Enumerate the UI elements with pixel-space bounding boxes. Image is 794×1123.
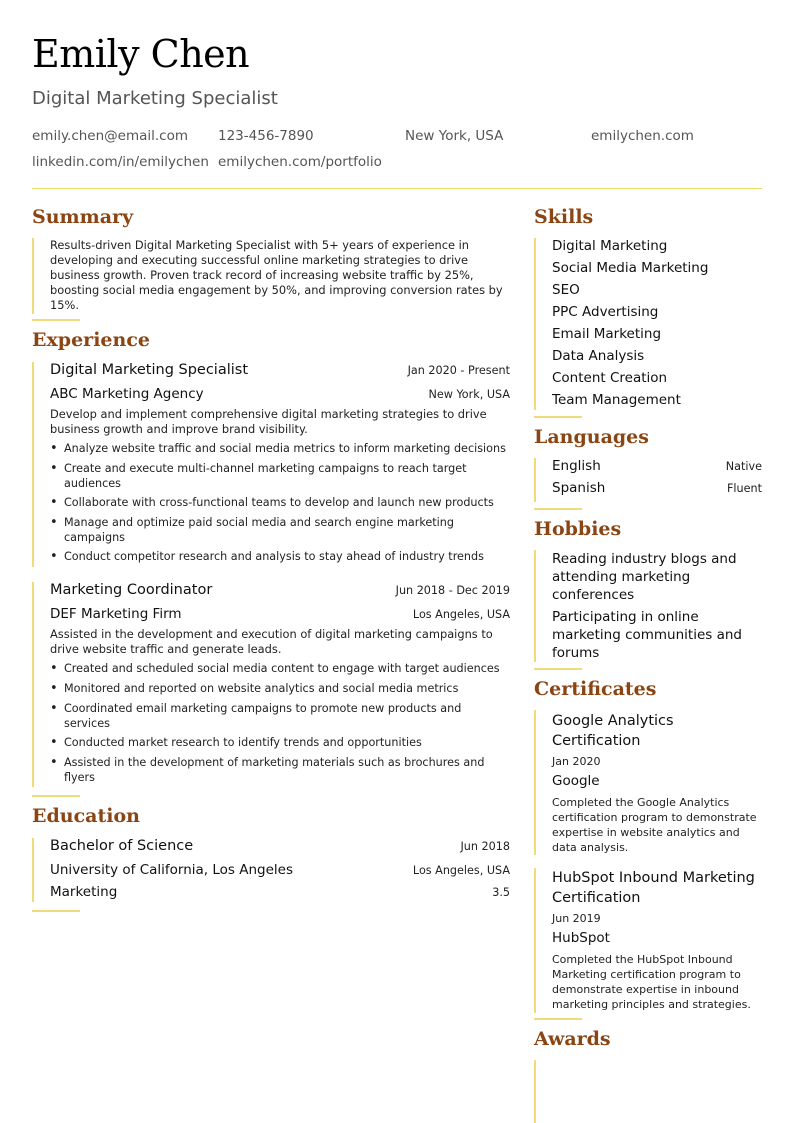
skill-item: Team Management bbox=[552, 392, 681, 408]
skill-item: SEO bbox=[552, 282, 580, 298]
awards-rule bbox=[534, 1060, 536, 1123]
job-company: DEF Marketing Firm bbox=[50, 606, 182, 622]
certificates-rule-1 bbox=[534, 710, 536, 855]
certificate-date: Jun 2019 bbox=[552, 912, 601, 925]
experience-heading: Experience bbox=[32, 329, 150, 351]
certificate-description: Completed the HubSpot Inbound Marketing certification program to demonstrate expertise in inbound marketing principles and strategies. bbox=[552, 953, 751, 1011]
education-underline bbox=[32, 910, 80, 912]
job-bullet: • Conduct competitor research and analysis to stay ahead of industry trends bbox=[50, 549, 510, 564]
job-bullet: • Create and execute multi-channel marketing campaigns to reach target audiences bbox=[50, 461, 510, 491]
contact-email[interactable]: emily.chen@email.com bbox=[32, 128, 189, 144]
job-dates: Jun 2018 - Dec 2019 bbox=[395, 584, 510, 597]
field-of-study: Marketing bbox=[50, 884, 118, 900]
skills-underline bbox=[534, 416, 582, 418]
skill-item: Email Marketing bbox=[552, 326, 662, 342]
contact-location: New York, USA bbox=[405, 128, 504, 144]
contact-portfolio[interactable]: emilychen.com/portfolio bbox=[218, 154, 382, 170]
job-bullet: • Assisted in the development of marketing materials such as brochures and flyers bbox=[50, 755, 510, 785]
languages-heading: Languages bbox=[534, 426, 649, 448]
education-heading: Education bbox=[32, 805, 140, 827]
school: University of California, Los Angeles bbox=[50, 862, 294, 878]
language-level: Fluent bbox=[727, 482, 762, 495]
languages-underline bbox=[534, 508, 582, 510]
hobby-item: Participating in online marketing communities and forums bbox=[552, 609, 742, 661]
language-level: Native bbox=[725, 460, 762, 473]
certificate-name: Google Analytics Certification bbox=[552, 713, 674, 749]
summary-heading: Summary bbox=[32, 206, 134, 228]
skill-item: PPC Advertising bbox=[552, 304, 659, 320]
header-divider bbox=[32, 188, 762, 189]
certificate-date: Jan 2020 bbox=[552, 755, 601, 768]
skill-item: Social Media Marketing bbox=[552, 260, 709, 276]
job-description: Assisted in the development and execution of digital marketing campaigns to drive website traffic and generate leads. bbox=[50, 627, 493, 656]
contact-phone[interactable]: 123-456-7890 bbox=[218, 128, 314, 144]
job-title: Marketing Coordinator bbox=[50, 582, 213, 598]
job-bullet: • Manage and optimize paid social media and search engine marketing campaigns bbox=[50, 515, 510, 545]
job-bullet: • Coordinated email marketing campaigns to promote new products and services bbox=[50, 701, 510, 731]
language-name: English bbox=[552, 458, 601, 474]
job-bullet: • Monitored and reported on website analytics and social media metrics bbox=[50, 681, 510, 696]
language-name: Spanish bbox=[552, 480, 606, 496]
certificates-rule-2 bbox=[534, 868, 536, 1013]
contact-website[interactable]: emilychen.com bbox=[591, 128, 694, 144]
candidate-title: Digital Marketing Specialist bbox=[32, 88, 278, 109]
experience-underline bbox=[32, 795, 80, 797]
certificates-underline bbox=[534, 1018, 582, 1020]
job-location: Los Angeles, USA bbox=[412, 608, 510, 621]
skill-item: Data Analysis bbox=[552, 348, 645, 364]
job-title: Digital Marketing Specialist bbox=[50, 362, 249, 378]
skill-item: Content Creation bbox=[552, 370, 668, 386]
hobbies-underline bbox=[534, 668, 582, 670]
summary-text: Results-driven Digital Marketing Specialist with 5+ years of experience in developing and executing successful online marketing strategies to drive business growth. Proven track record of increasing website traffic by 25%, boosting social media engagement by 50%, and improving conversion rates by 15%. bbox=[50, 238, 503, 312]
awards-heading: Awards bbox=[534, 1028, 611, 1050]
certificate-issuer: Google bbox=[552, 773, 600, 789]
skills-heading: Skills bbox=[534, 206, 594, 228]
job-bullet: • Created and scheduled social media content to engage with target audiences bbox=[50, 661, 510, 676]
degree: Bachelor of Science bbox=[50, 838, 194, 854]
experience-rule-1 bbox=[32, 362, 34, 567]
summary-rule bbox=[32, 238, 34, 314]
education-date: Jun 2018 bbox=[460, 840, 510, 853]
hobbies-rule bbox=[534, 550, 536, 662]
hobby-item: Reading industry blogs and attending marketing conferences bbox=[552, 551, 737, 603]
gpa: 3.5 bbox=[492, 886, 510, 899]
education-location: Los Angeles, USA bbox=[412, 864, 510, 877]
job-dates: Jan 2020 - Present bbox=[407, 364, 510, 377]
certificate-issuer: HubSpot bbox=[552, 930, 610, 946]
job-bullet: • Collaborate with cross-functional teams to develop and launch new products bbox=[50, 495, 510, 510]
candidate-name: Emily Chen bbox=[32, 32, 250, 76]
languages-rule bbox=[534, 458, 536, 502]
job-bullet: • Conducted market research to identify trends and opportunities bbox=[50, 735, 510, 750]
education-rule bbox=[32, 838, 34, 902]
certificate-name: HubSpot Inbound Marketing Certification bbox=[552, 870, 755, 906]
skill-item: Digital Marketing bbox=[552, 238, 668, 254]
certificates-heading: Certificates bbox=[534, 678, 657, 700]
experience-rule-2 bbox=[32, 582, 34, 787]
contact-linkedin[interactable]: linkedin.com/in/emilychen bbox=[32, 154, 209, 170]
job-bullet: • Analyze website traffic and social media metrics to inform marketing decisions bbox=[50, 441, 510, 456]
skills-rule bbox=[534, 238, 536, 410]
certificate-description: Completed the Google Analytics certification program to demonstrate expertise in website analytics and data analysis. bbox=[552, 796, 757, 854]
summary-underline bbox=[32, 319, 80, 321]
hobbies-heading: Hobbies bbox=[534, 518, 622, 540]
job-company: ABC Marketing Agency bbox=[50, 386, 204, 402]
job-description: Develop and implement comprehensive digital marketing strategies to drive business growth and improve brand visibility. bbox=[50, 407, 487, 436]
job-location: New York, USA bbox=[428, 388, 510, 401]
